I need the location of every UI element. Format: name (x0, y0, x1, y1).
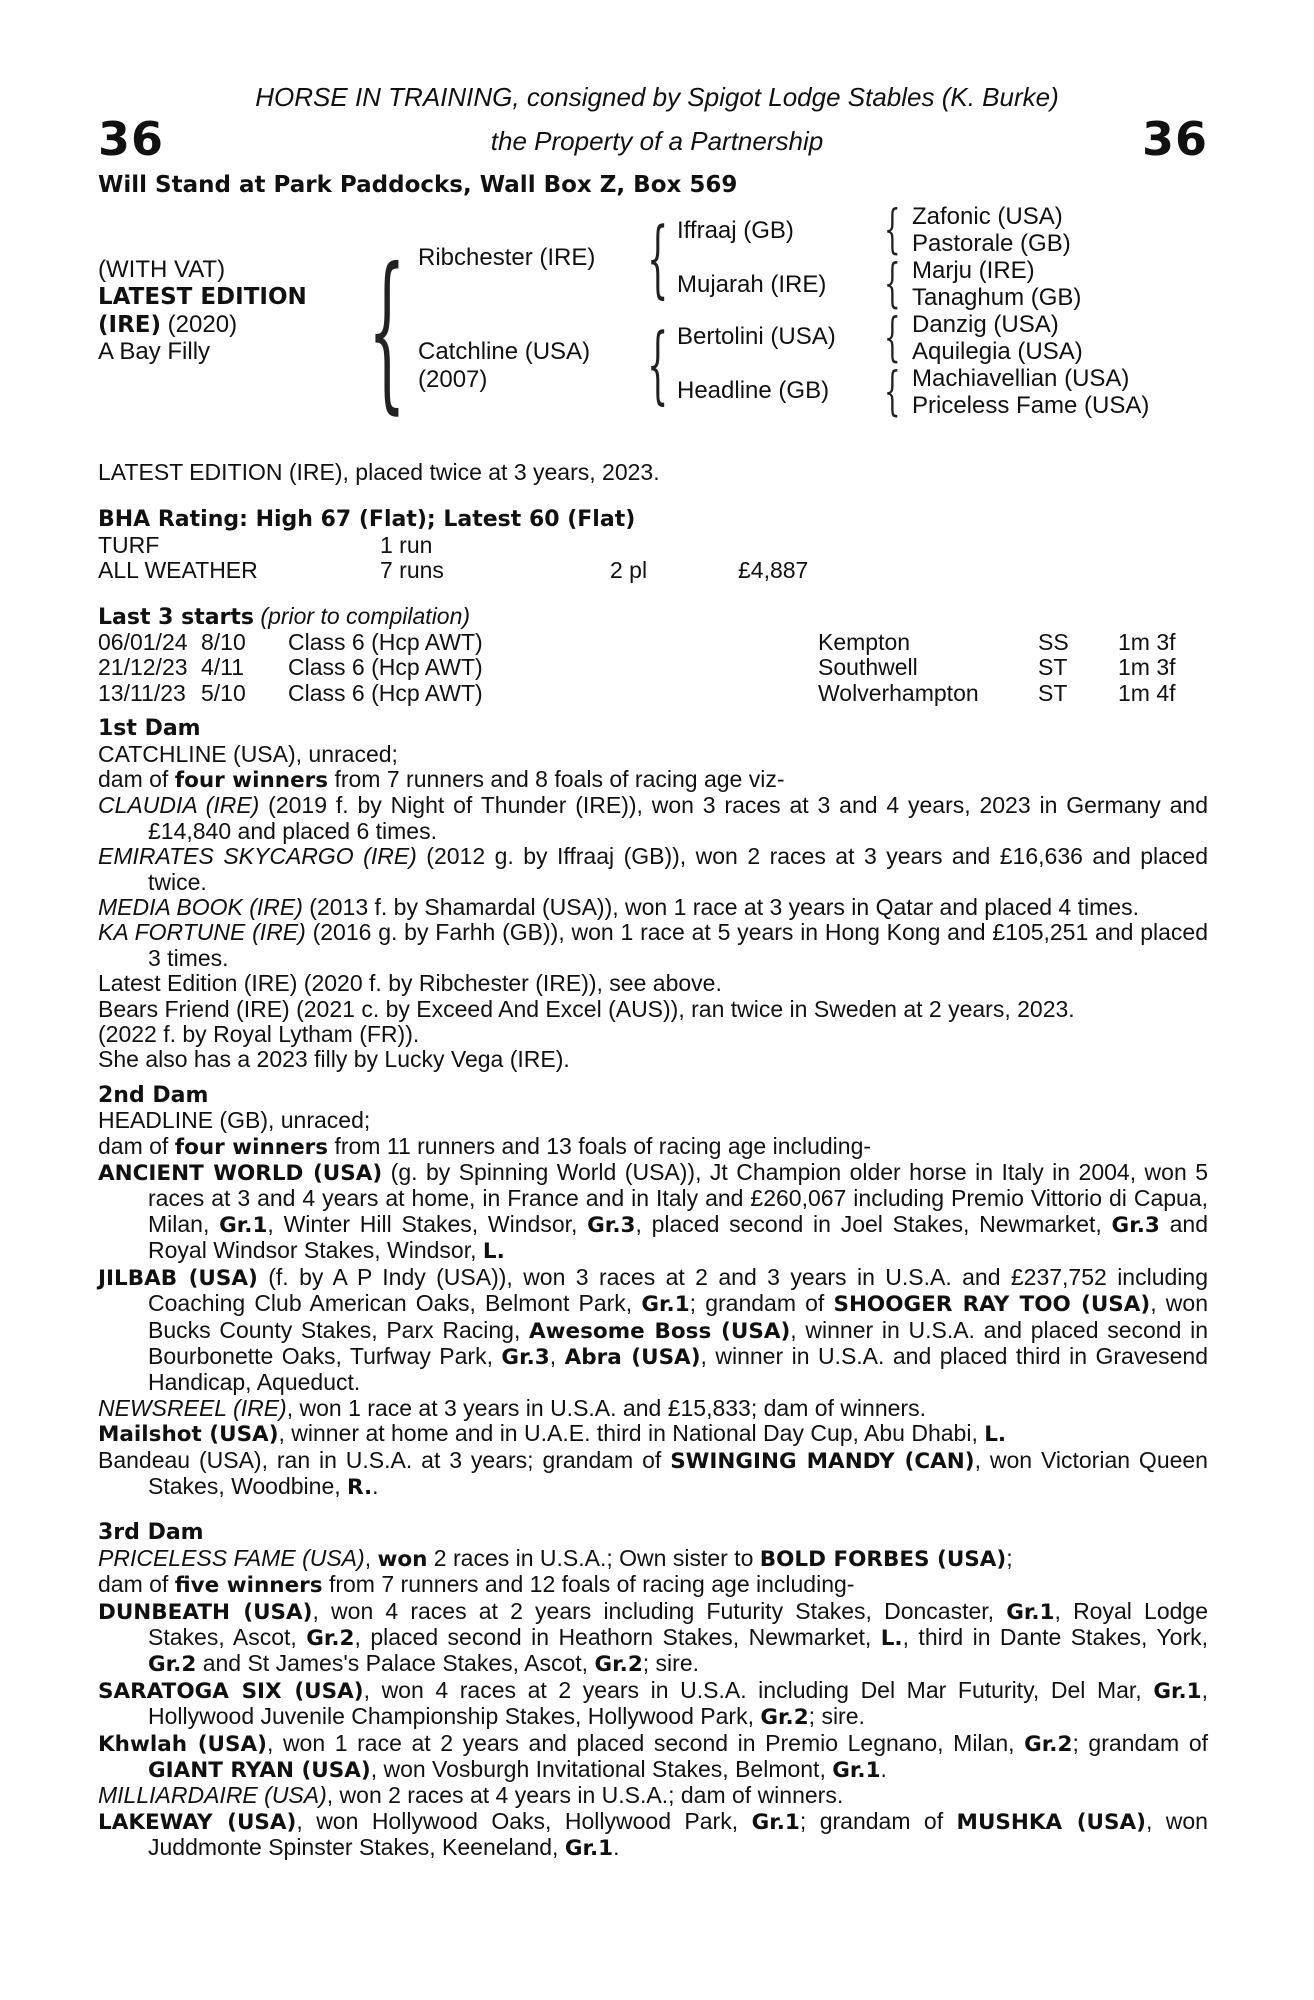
sire-dam: Mujarah (IRE) (677, 271, 827, 298)
third-dam-heading: 3rd Dam (98, 1520, 204, 1546)
second-dam-heading: 2nd Dam (98, 1082, 209, 1108)
property-line: the Property of a Partnership (490, 126, 824, 156)
g3-ancestor: Aquilegia (USA) (912, 338, 1083, 365)
lot-number-right: 36 (1142, 112, 1209, 166)
produce-entry: LAKEWAY (USA), won Hollywood Oaks, Hollywood Park, Gr.1; grandam of MUSHKA (USA), won Juddmonte Spinster Stakes, Keeneland, Gr.1. (98, 1807, 1208, 1862)
produce-entry: DUNBEATH (USA), won 4 races at 2 years including Futurity Stakes, Doncaster, Gr.1, Royal Lodge Stakes, Ascot, Gr.2, placed second in Heathorn Stakes, Newmarket, L., third in Dante Stakes, York, Gr.2 and St James's Palace Stakes, Ascot, Gr.2; sire. (98, 1597, 1208, 1678)
g3-ancestor: Zafonic (USA) (912, 203, 1063, 230)
first-dam-name: CATCHLINE (USA), unraced; (98, 740, 398, 767)
start-row: 21/12/23 4/11 Class 6 (Hcp AWT) Southwell ST 1m 3f (98, 654, 1176, 681)
stand-location: Will Stand at Park Paddocks, Wall Box Z, Box 569 (98, 172, 738, 198)
g3-ancestor: Tanaghum (GB) (912, 284, 1082, 311)
consignment-line: HORSE IN TRAINING, consigned by Spigot Lodge Stables (K. Burke) (255, 82, 1059, 112)
start-row: 06/01/24 8/10 Class 6 (Hcp AWT) Kempton SS 1m 3f (98, 629, 1176, 655)
race-summary: LATEST EDITION (IRE), placed twice at 3 years, 2023. (98, 459, 660, 485)
produce-entry: MEDIA BOOK (IRE) (2013 f. by Shamardal (USA)), won 1 race at 3 years in Qatar and placed 4 times. (98, 894, 1139, 921)
produce-entry: CLAUDIA (IRE) (2019 f. by Night of Thunder (IRE)), won 3 races at 3 and 4 years, 2023 in Germany and £14,840 and placed 6 times. (98, 792, 1209, 844)
g3-brace-4: { (884, 362, 901, 422)
produce-entry: Latest Edition (IRE) (2020 f. by Ribchester (IRE)), see above. (98, 970, 722, 997)
pedigree-brace: { (368, 232, 406, 430)
horse-name-suffix: (IRE) (2020) (98, 311, 238, 338)
produce-note: She also has a 2023 filly by Lucky Vega (IRE). (98, 1046, 570, 1073)
second-dam-name: HEADLINE (GB), unraced; (98, 1107, 371, 1134)
bha-rating: BHA Rating: High 67 (Flat); Latest 60 (Flat) (98, 507, 636, 533)
dam-dam: Headline (GB) (677, 377, 830, 404)
produce-entry: Mailshot (USA), winner at home and in U.A.E. third in National Day Cup, Abu Dhabi, L. (98, 1420, 1007, 1448)
first-dam-heading: 1st Dam (98, 716, 201, 742)
last-starts-title: Last 3 starts (prior to compilation) (98, 602, 471, 630)
produce-entry: Bears Friend (IRE) (2021 c. by Exceed And Excel (AUS)), ran twice in Sweden at 2 years, 2023. (98, 995, 1075, 1022)
sire-brace: { (647, 209, 669, 307)
start-row: 13/11/23 5/10 Class 6 (Hcp AWT) Wolverhampton ST 1m 4f (98, 679, 1176, 706)
dam-sire: Bertolini (USA) (677, 323, 836, 350)
sire: Ribchester (IRE) (418, 244, 596, 271)
produce-entry: KA FORTUNE (IRE) (2016 g. by Farhh (GB)), won 1 race at 5 years in Hong Kong and £105,251 and placed 3 times. (98, 919, 1208, 971)
produce-entry: (2022 f. by Royal Lytham (FR)). (98, 1021, 420, 1048)
g3-ancestor: Marju (IRE) (912, 257, 1035, 284)
dam-year: (2007) (418, 366, 488, 393)
all-weather-record: ALL WEATHER 7 runs 2 pl £4,887 (98, 557, 809, 584)
dam-brace: { (647, 315, 669, 413)
vat-note: (WITH VAT) (98, 256, 226, 283)
produce-entry: NEWSREEL (IRE), won 1 race at 3 years in U.S.A. and £15,833; dam of winners. (98, 1394, 926, 1421)
produce-entry: SARATOGA SIX (USA), won 4 races at 2 years in U.S.A. including Del Mar Futurity, Del Mar, Gr.1, Hollywood Juvenile Championship Stakes, Hollywood Park, Gr.2; sire. (98, 1676, 1209, 1731)
lot-number-left: 36 (98, 112, 165, 166)
dam: Catchline (USA) (418, 338, 591, 365)
catalogue-body (98, 460, 1208, 1862)
third-dam-name: PRICELESS FAME (USA), won 2 races in U.S.A.; Own sister to BOLD FORBES (USA); (98, 1544, 1013, 1572)
produce-entry: EMIRATES SKYCARGO (IRE) (2012 g. by Iffraaj (GB)), won 2 races at 3 years and £16,636 and placed twice. (98, 843, 1208, 895)
first-dam-record: dam of four winners from 7 runners and 8 foals of racing age viz- (98, 765, 785, 793)
g3-ancestor: Pastorale (GB) (912, 230, 1071, 257)
produce-entry: MILLIARDAIRE (USA), won 2 races at 4 years in U.S.A.; dam of winners. (98, 1782, 844, 1809)
g3-brace-2: { (884, 254, 901, 314)
produce-entry: Bandeau (USA), ran in U.S.A. at 3 years; grandam of SWINGING MANDY (CAN), won Victorian Queen Stakes, Woodbine, R.. (98, 1446, 1208, 1500)
second-dam-record: dam of four winners from 11 runners and 13 foals of racing age including- (98, 1132, 872, 1160)
g3-brace-3: { (884, 308, 901, 368)
produce-entry: ANCIENT WORLD (USA) (g. by Spinning World (USA)), Jt Champion older horse in Italy in 2004, won 5 races at 3 and 4 years at home, in France and in Italy and £260,067 including Premio Vittorio di Capua, Milan, Gr.1, Winter Hill Stakes, Windsor, Gr.3, placed second in Joel Stakes, Newmarket, Gr.3 and Royal Windsor Stakes, Windsor, L. (98, 1159, 1208, 1265)
horse-name: LATEST EDITION (98, 284, 307, 310)
g3-ancestor: Priceless Fame (USA) (912, 392, 1150, 419)
produce-entry: Khwlah (USA), won 1 race at 2 years and placed second in Premio Legnano, Milan, Gr.2; grandam of GIANT RYAN (USA), won Vosburgh Invitational Stakes, Belmont, Gr.1. (98, 1729, 1208, 1784)
g3-brace-1: { (884, 200, 901, 260)
horse-description: A Bay Filly (98, 338, 211, 365)
third-dam-record: dam of five winners from 7 runners and 12 foals of racing age including- (98, 1571, 855, 1599)
produce-entry: JILBAB (USA) (f. by A P Indy (USA)), won 3 races at 2 and 3 years in U.S.A. and £237,752 including Coaching Club American Oaks, Belmont Park, Gr.1; grandam of SHOOGER RAY TOO (USA), won Bucks County Stakes, Parx Racing, Awesome Boss (USA), winner in U.S.A. and placed second in Bourbonette Oaks, Turfway Park, Gr.3, Abra (USA), winner in U.S.A. and placed third in Gravesend Handicap, Aqueduct. (98, 1263, 1209, 1396)
g3-ancestor: Machiavellian (USA) (912, 365, 1130, 392)
turf-record: TURF 1 run (98, 531, 433, 558)
sire-sire: Iffraaj (GB) (677, 217, 794, 244)
g3-ancestor: Danzig (USA) (912, 311, 1059, 338)
